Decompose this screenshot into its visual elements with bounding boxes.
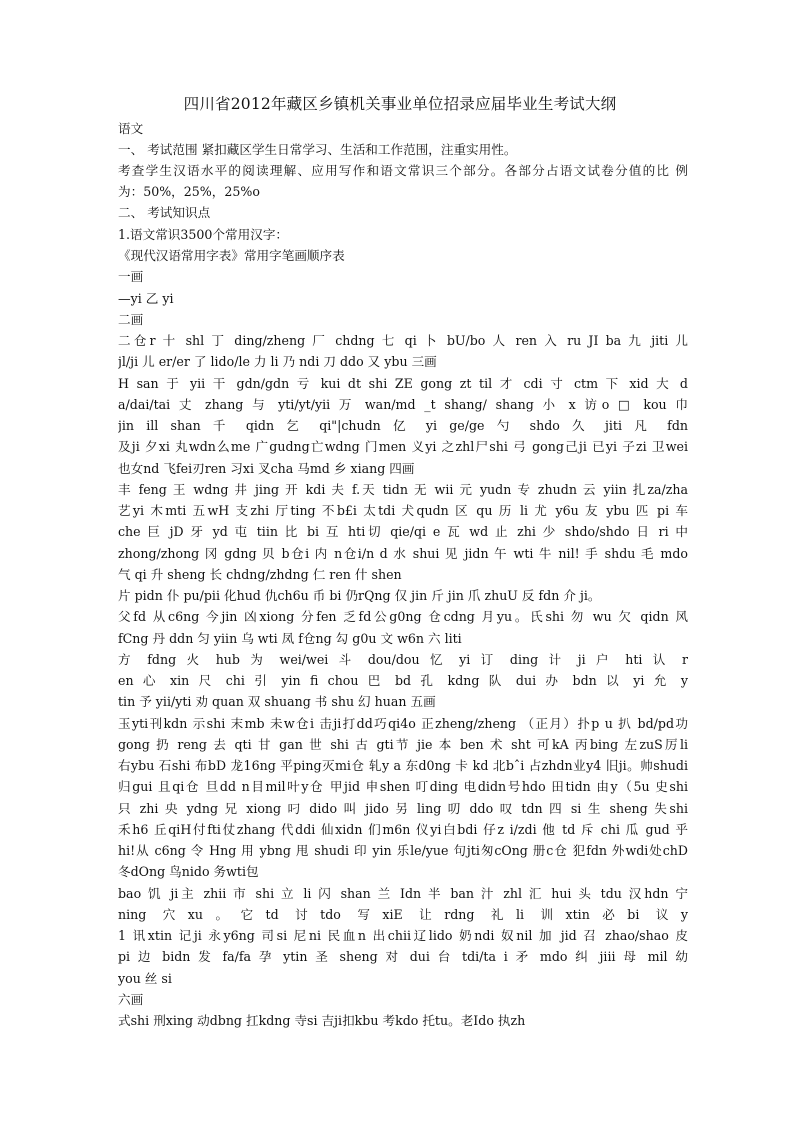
text-line: 父fd 从c6ng 今jin 凶xiong 分fen 乏fd公g0ng 仓cdng 月yu。氏shi 勿 wu 欠 qidn 风 xyxy=(118,609,688,624)
text-line: 丰 feng 王 wdng 井 jing 开 kdi 夫 f.天 tidn 无 wii 元 yudn 专 zhudn 云 yiin 扎za/zha xyxy=(118,482,688,497)
document-title: 四川省2012年藏区乡镇机关事业单位招录应届毕业生考试大纲 xyxy=(183,95,617,113)
text-line: 考查学生汉语水平的阅读理解、应用写作和语文常识三个部分。各部分占语文试卷分值的比 例 xyxy=(118,163,688,178)
text-line: 1 讯xtin 记ji 永y6ng 司si 尼ni 民血n 出chii辽lido 奶ndi 奴nil 加 jid 召 zhao/shao 皮 xyxy=(118,928,688,943)
text-line: H san 于 yii 干 gdn/gdn 亏 kui dt shi ZE gong zt til 才 cdi 寸 ctm 下 xid 大 d xyxy=(118,376,688,391)
text-line: jl/ji 儿 er/er 了 lido/le 力 li 乃 ndi 刀 ddo 又 ybu 三画 xyxy=(118,354,437,369)
text-line: 为：50%，25%，25%o xyxy=(118,184,260,199)
text-line: hi!从 c6ng 令 Hng 用 ybng 甩 shudi 印 yin 乐le/yue 句jti匆cOng 册c仓 犯fdn 外wdi处chD xyxy=(118,843,688,858)
text-line: 及ji 夕xi 丸wdn么me 广gudng亡wdng 门men 义yi 之zhl尸shi 弓 gong己ji 已yi 子zi 卫wei xyxy=(118,439,688,454)
text-line: 二画 xyxy=(118,312,144,327)
text-line: 一画 xyxy=(118,269,144,284)
text-line: 气 qi 升 sheng 长 chdng/zhdng 仁 ren 什 shen xyxy=(118,567,402,582)
text-line: 冬dOng 鸟nido 务wti包 xyxy=(118,864,259,879)
text-line: en 心 xin 尺 chi 引 yin fi chou 巴 bd 孔 kdng 队 dui 办 bdn 以 yi 允 y xyxy=(118,673,688,688)
text-line: zhong/zhong 冈 gdng 贝 b仓i 内 n仓i/n d 水 shui 见 jidn 午 wti 牛 nil! 手 shdu 毛 mdo xyxy=(118,546,688,561)
text-line: pi 边 bidn 发 fa/fa 孕 ytin 圣 sheng 对 dui 台 tdi/ta i 矛 mdo 纠 jiii 母 mil 幼 xyxy=(118,949,688,964)
text-line: 只 zhi 央 ydng 兄 xiong 叼 dido 叫 jido 另 ling 叨 ddo 叹 tdn 四 si 生 sheng 失shi xyxy=(118,801,688,816)
text-line: bao 饥 ji主 zhii 市 shi 立 li 闪 shan 兰 Idn 半 ban 汁 zhl 汇 hui 头 tdu 汉hdn 宁 xyxy=(118,886,688,901)
text-line: 也女nd 飞fei刃ren 习xi 叉cha 马md 乡 xiang 四画 xyxy=(118,461,415,476)
text-line: 玉yti刊kdn 示shi 末mb 未w仓i 击ji打dd巧qi4o 正zheng/zheng （正月）扑p u 扒 bd/pd功 xyxy=(118,716,688,731)
text-line: 六画 xyxy=(118,992,144,1007)
text-line: 二仓r 十 shl 丁 ding/zheng 厂 chdng 七 qi 卜 bU/bo 人 ren 入 ru JI ba 九 jiti 儿 xyxy=(118,333,688,348)
text-line: gong 扔 reng 去 qti 甘 gan 世 shi 古 gti节 jie 本 ben 术 sht 可kA 丙bing 左zuS厉li xyxy=(118,737,688,752)
text-line: ning 穴xu。它td 讨tdo 写xiE 让rdng 礼li 训xtin必bi 议y xyxy=(118,907,688,922)
text-line: 《现代汉语常用字表》常用字笔画顺序表 xyxy=(118,248,345,263)
text-line: 1.语文常识3500个常用汉字： xyxy=(118,227,289,242)
text-line: 一、 考试范围 紧扣藏区学生日常学习、生活和工作范围，注重实用性。 xyxy=(118,142,517,157)
text-line: 禾h6 丘qiH付fti仗zhang 代ddi 仙xidn 们m6n 仪yi白bdi 仔z i/zdi 他 td 斥 chi 瓜 gud 乎 xyxy=(118,822,688,837)
text-line: —yi 乙 yi xyxy=(118,291,174,306)
text-line: che 巨 jD 牙 yd 屯 tiin 比 bi 互 hti切 qie/qi e 瓦 wd 止 zhi 少 shdo/shdo 日 ri 中 xyxy=(118,524,688,539)
text-line: fCng 丹 ddn 匀 yiin 乌 wti 凤 f仓ng 勾 g0u 文 w6n 六 liti xyxy=(118,631,462,646)
text-line: 艺yi 木mti 五wH 支zhi 厅ting 不b£i 太tdi 犬qudn 区 qu 历 li 尤 y6u 友 ybu 匹 pi 车 xyxy=(118,503,688,518)
text-line: tin 予 yii/yti 劝 quan 双 shuang 书 shu 幻 huan 五画 xyxy=(118,694,436,709)
text-line: 二、 考试知识点 xyxy=(118,205,211,220)
text-line: 式shi 刑xing 动dbng 扛kdng 寺si 吉ji扣kbu 考kdo 托tu。老Ido 执zh xyxy=(118,1013,526,1028)
text-line: jin ill shan 千 qidn 乞 qi"|chudn 亿 yi ge/ge 勺 shdo 久 jiti 凡 fdn xyxy=(118,418,688,433)
text-line: 方 fdng 火 hub 为 wei/wei 斗 dou/dou 忆 yi 订 ding 计 ji 户 hti 认 r xyxy=(118,652,688,667)
text-line: 右ybu 石shi 布bD 龙16ng 平ping灭mi仓 轧y a 东d0ng 卡 kd 北bˆi 占zhdn业y4 旧ji。帅shudi xyxy=(118,758,688,773)
text-line: you 丝 si xyxy=(118,971,172,986)
text-line: 片 pidn 仆 pu/pii 化hud 仇ch6u 币 bi 仍rQng 仅 jin 斤 jin 爪 zhuU 反 fdn 介 ji。 xyxy=(118,588,601,603)
text-line: 归gui 且qi仓 旦dd n目mil叶y仓 甲jid 申shen 叮ding 电didn号hdo 田tidn 由y（5u 史shi xyxy=(118,779,688,794)
text-line: 语文 xyxy=(118,121,144,136)
text-line: a/dai/tai 丈 zhang 与 yti/yt/yii 万 wan/md _t shang/ shang 小 x 访o □ kou 巾 xyxy=(118,397,688,412)
